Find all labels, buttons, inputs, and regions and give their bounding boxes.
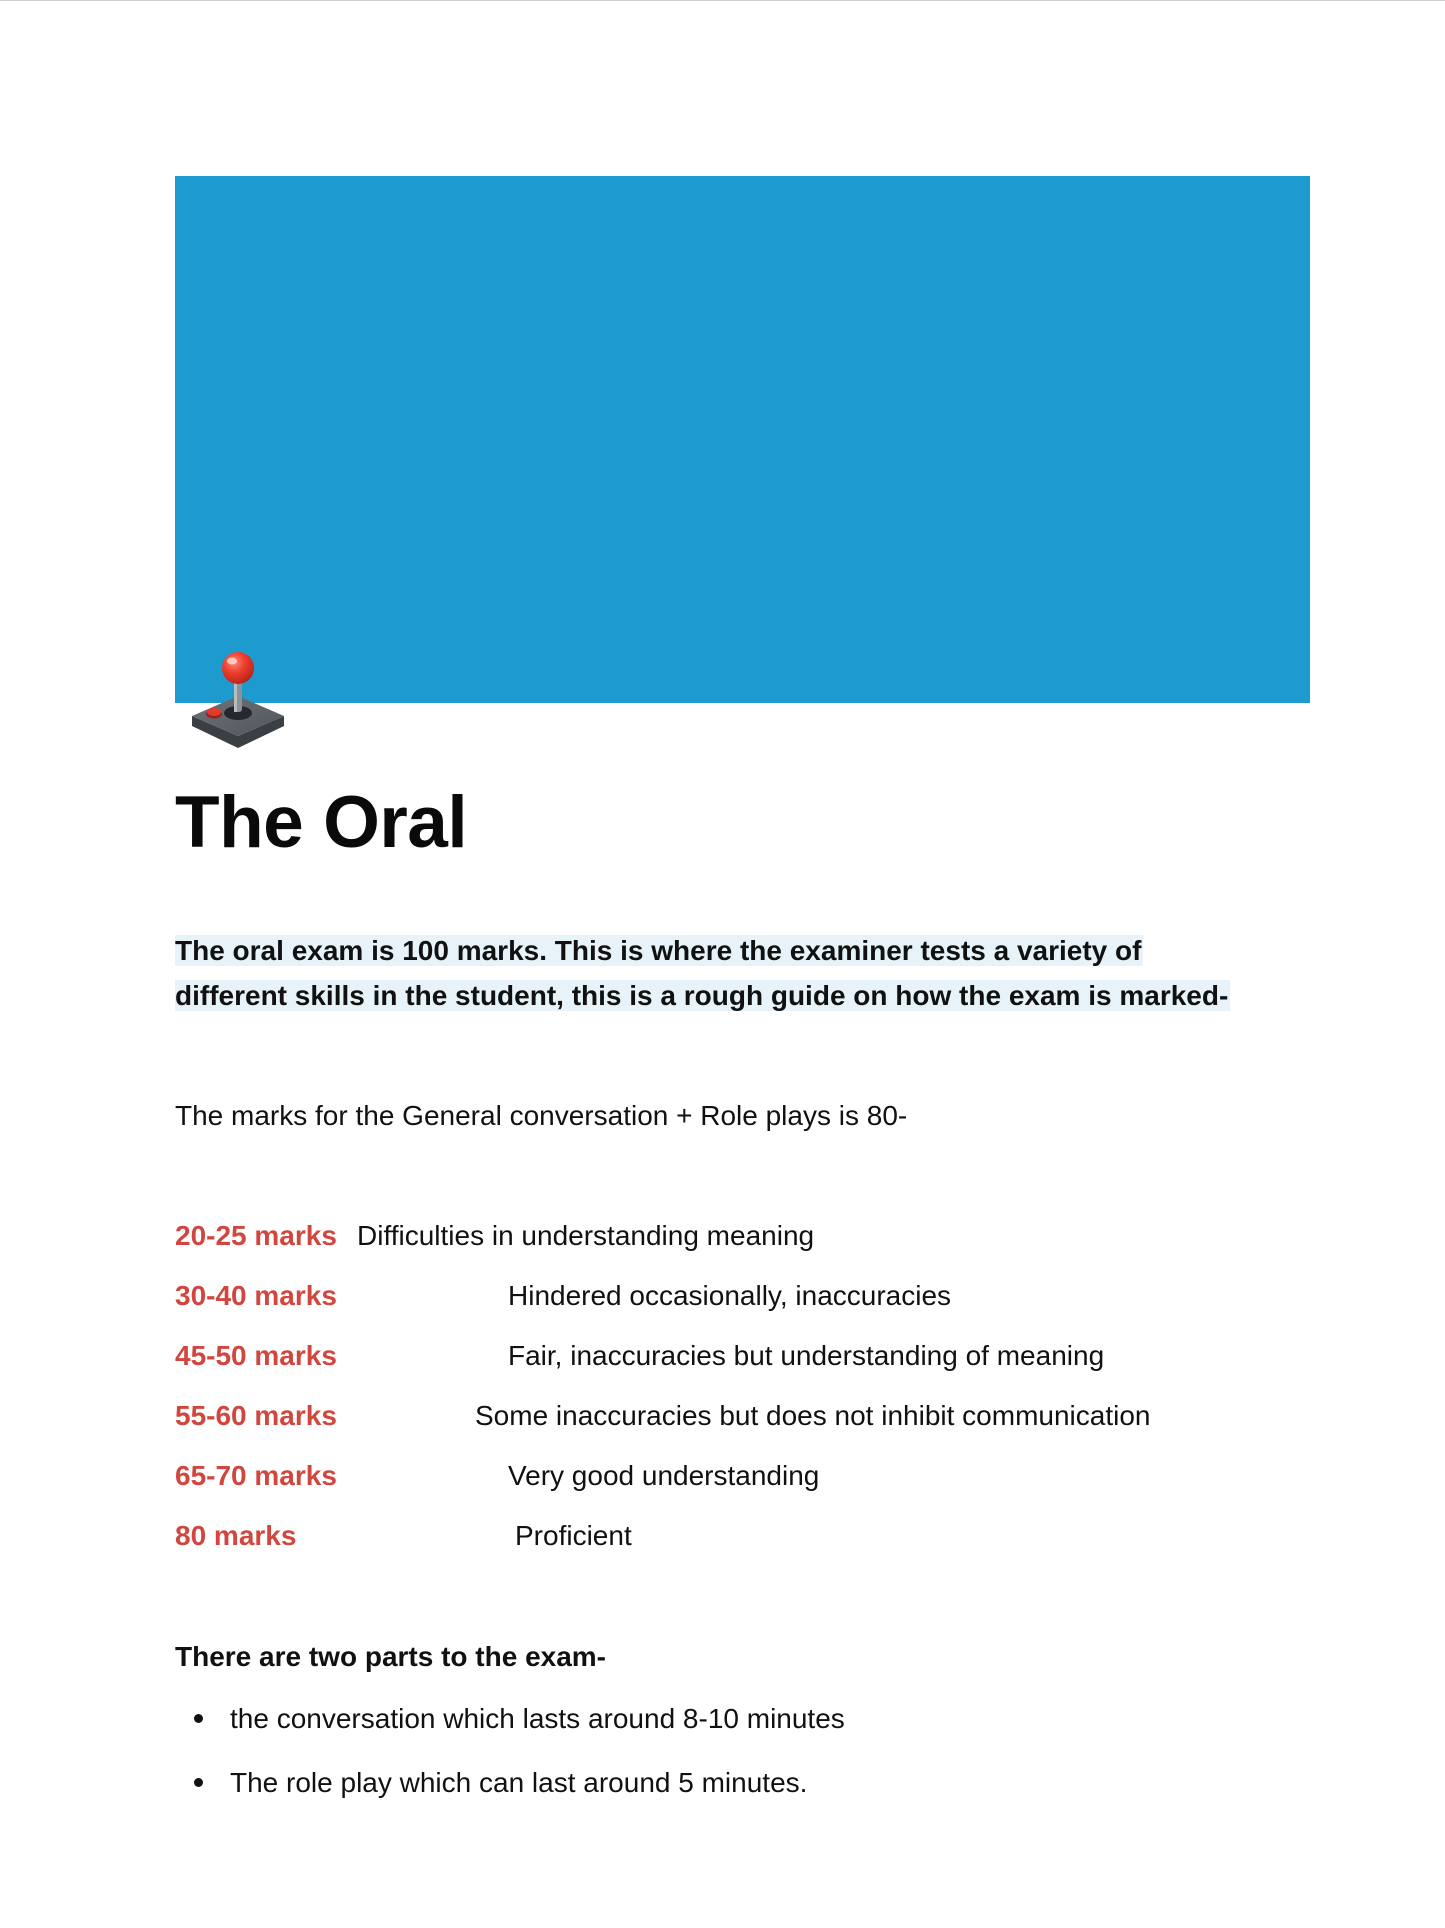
- intro-paragraph: [175, 928, 1315, 1018]
- bullet-icon: [194, 1714, 203, 1723]
- intro-line-2: different skills in the student, this is a rough guide on how the exam is marked-: [175, 980, 1229, 1011]
- grade-range: 45-50 marks: [175, 1340, 337, 1371]
- grade-range: 65-70 marks: [175, 1460, 337, 1491]
- cover-image[interactable]: [175, 176, 1310, 703]
- list-item-text: The role play which can last around 5 minutes.: [230, 1767, 808, 1798]
- grade-description: Very good understanding: [508, 1460, 820, 1491]
- top-divider: [0, 0, 1445, 1]
- parts-heading: There are two parts to the exam-: [175, 1641, 607, 1672]
- list-item-text: the conversation which lasts around 8-10 minutes: [230, 1703, 845, 1734]
- joystick-icon[interactable]: [188, 650, 288, 760]
- grade-description: Difficulties in understanding meaning: [357, 1220, 815, 1251]
- grade-range: 55-60 marks: [175, 1400, 337, 1431]
- grade-range: 20-25 marks: [175, 1220, 337, 1251]
- grade-description: Fair, inaccuracies but understanding of meaning: [508, 1340, 1105, 1371]
- grade-range: 80 marks: [175, 1520, 297, 1551]
- page-title: The Oral: [175, 782, 468, 863]
- marks-total-text: The marks for the General conversation + Role plays is 80-: [175, 1100, 908, 1131]
- bullet-icon: [194, 1778, 203, 1787]
- intro-line-1: The oral exam is 100 marks. This is where the examiner tests a variety of: [175, 935, 1142, 966]
- grade-description: Some inaccuracies but does not inhibit communication: [475, 1400, 1151, 1431]
- grade-range: 30-40 marks: [175, 1280, 337, 1311]
- grade-description: Hindered occasionally, inaccuracies: [508, 1280, 952, 1311]
- grade-description: Proficient: [515, 1520, 632, 1551]
